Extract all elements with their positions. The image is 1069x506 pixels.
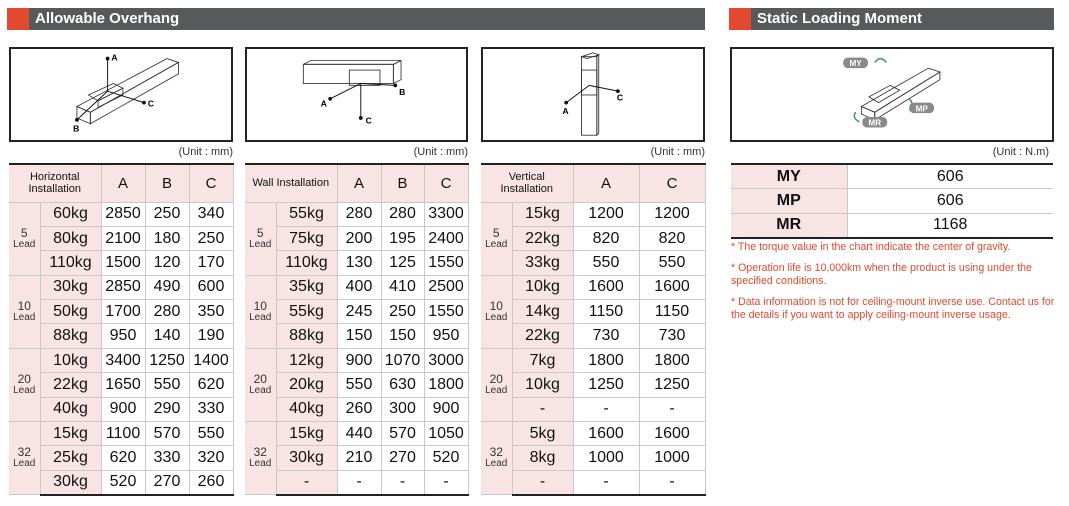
col-header: C xyxy=(189,164,233,202)
value-cell: 2500 xyxy=(424,275,468,299)
lead-value: 20 xyxy=(253,371,267,386)
table-row xyxy=(9,275,233,299)
value-cell: 2850 xyxy=(101,275,145,299)
load-cell: 15kg xyxy=(276,422,337,446)
note: * Data information is not for ceiling-mount inverse use. Contact us for the details if you want to apply ceiling-mount inverse usage. xyxy=(731,296,1055,321)
value-cell: 490 xyxy=(145,275,189,299)
load-cell: 35kg xyxy=(276,275,337,299)
lead-value: 10 xyxy=(253,298,267,313)
table-row xyxy=(481,446,705,470)
load-cell: 110kg xyxy=(276,251,337,275)
table-row xyxy=(9,226,233,250)
value-cell: 1050 xyxy=(424,422,468,446)
lead-value: 32 xyxy=(489,445,503,460)
value-cell: 1600 xyxy=(573,275,639,299)
table-row xyxy=(481,397,705,421)
value-cell: 570 xyxy=(145,422,189,446)
value-cell: 1250 xyxy=(145,348,189,372)
value-cell: 1150 xyxy=(573,300,639,324)
table-row xyxy=(245,348,468,372)
unit-label-vertical: (Unit : mm) xyxy=(650,146,705,158)
moment-header xyxy=(729,8,1054,30)
load-cell: 14kg xyxy=(512,300,573,324)
value-cell: 1250 xyxy=(639,373,705,397)
wall-diagram xyxy=(245,47,468,142)
value-cell: 330 xyxy=(189,397,233,421)
value-cell: 125 xyxy=(381,251,424,275)
lead-word: Lead xyxy=(249,458,272,470)
value-cell: 1400 xyxy=(189,348,233,372)
mp-icon-label: MP xyxy=(915,104,928,114)
load-cell: 15kg xyxy=(512,202,573,226)
col-header: A xyxy=(337,164,381,202)
load-cell: 80kg xyxy=(40,226,101,250)
value-cell: 1550 xyxy=(424,300,468,324)
lead-word: Lead xyxy=(13,384,36,396)
moment-value: 1168 xyxy=(847,213,1053,238)
header-accent xyxy=(729,8,751,30)
label-a: A xyxy=(320,98,327,109)
value-cell: 270 xyxy=(145,470,189,494)
value-cell: 3300 xyxy=(424,202,468,226)
value-cell: 1550 xyxy=(424,251,468,275)
lead-word: Lead xyxy=(249,311,272,323)
moment-diagram xyxy=(730,47,1054,142)
lead-value: 10 xyxy=(17,298,31,313)
load-cell: 7kg xyxy=(512,348,573,372)
lead-word: Lead xyxy=(485,384,508,396)
table-row xyxy=(481,226,705,250)
table-row xyxy=(481,300,705,324)
value-cell: 250 xyxy=(145,202,189,226)
table-row xyxy=(481,324,705,348)
load-cell: 5kg xyxy=(512,422,573,446)
value-cell: 250 xyxy=(381,300,424,324)
value-cell: 820 xyxy=(573,226,639,250)
lead-cell xyxy=(9,348,40,421)
value-cell: 1600 xyxy=(639,422,705,446)
col-header: A xyxy=(573,164,639,202)
value-cell: 550 xyxy=(189,422,233,446)
value-cell: 330 xyxy=(145,446,189,470)
table-row xyxy=(481,422,705,446)
lead-cell xyxy=(245,275,276,348)
load-cell: 75kg xyxy=(276,226,337,250)
value-cell: 620 xyxy=(101,446,145,470)
load-cell: 55kg xyxy=(276,202,337,226)
table-row xyxy=(9,470,233,494)
lead-cell xyxy=(9,202,40,275)
value-cell: 350 xyxy=(189,300,233,324)
value-cell: 1600 xyxy=(573,422,639,446)
lead-cell xyxy=(245,348,276,421)
table-row xyxy=(481,470,705,494)
value-cell: 440 xyxy=(337,422,381,446)
lead-word: Lead xyxy=(13,458,36,470)
label-c: C xyxy=(616,92,624,103)
moment-actuator-drawing xyxy=(732,49,1052,140)
label-b: B xyxy=(399,86,406,97)
notes xyxy=(731,241,1066,330)
value-cell: 280 xyxy=(145,300,189,324)
value-cell: 250 xyxy=(189,226,233,250)
value-cell: 150 xyxy=(337,324,381,348)
value-cell: 520 xyxy=(424,446,468,470)
value-cell: 140 xyxy=(145,324,189,348)
value-cell: 570 xyxy=(381,422,424,446)
lead-cell xyxy=(481,275,512,348)
table-row xyxy=(245,300,468,324)
table-row xyxy=(245,397,468,421)
lead-word: Lead xyxy=(485,458,508,470)
value-cell: 1150 xyxy=(639,300,705,324)
table-row xyxy=(9,446,233,470)
horizontal-diagram xyxy=(9,47,233,142)
value-cell: 245 xyxy=(337,300,381,324)
value-cell: 1700 xyxy=(101,300,145,324)
value-cell: 630 xyxy=(381,373,424,397)
wall-table xyxy=(245,163,469,496)
lead-value: 20 xyxy=(17,371,31,386)
load-cell: 33kg xyxy=(512,251,573,275)
value-cell: 2100 xyxy=(101,226,145,250)
value-cell: 1070 xyxy=(381,348,424,372)
value-cell: 1000 xyxy=(639,446,705,470)
load-cell: 110kg xyxy=(40,251,101,275)
installation-header: Horizontal Installation xyxy=(9,164,101,202)
note: * Operation life is 10,000km when the product is using under the specified conditions. xyxy=(731,262,1032,287)
table-row xyxy=(9,422,233,446)
lead-word: Lead xyxy=(485,311,508,323)
lead-cell xyxy=(245,422,276,495)
lead-value: 10 xyxy=(489,298,503,313)
value-cell: 200 xyxy=(337,226,381,250)
lead-word: Lead xyxy=(249,384,272,396)
load-cell: 30kg xyxy=(40,275,101,299)
installation-header: Vertical Installation xyxy=(481,164,573,202)
table-row xyxy=(245,202,468,226)
load-cell: 10kg xyxy=(512,275,573,299)
header-accent xyxy=(7,8,29,30)
lead-cell xyxy=(481,202,512,275)
value-cell: 170 xyxy=(189,251,233,275)
value-cell: 3400 xyxy=(101,348,145,372)
col-header: B xyxy=(381,164,424,202)
label-a: A xyxy=(111,52,118,63)
lead-value: 32 xyxy=(253,445,267,460)
load-cell: 40kg xyxy=(276,397,337,421)
value-cell: 1000 xyxy=(573,446,639,470)
value-cell: 270 xyxy=(381,446,424,470)
label-c: C xyxy=(365,115,372,126)
table-row xyxy=(9,324,233,348)
load-cell: 40kg xyxy=(40,397,101,421)
value-cell: 1800 xyxy=(639,348,705,372)
value-cell: 1200 xyxy=(639,202,705,226)
value-cell: 300 xyxy=(381,397,424,421)
table-row xyxy=(481,251,705,275)
table-header-row xyxy=(481,164,705,202)
value-cell: 260 xyxy=(337,397,381,421)
value-cell: 1100 xyxy=(101,422,145,446)
installation-header: Wall Installation xyxy=(245,164,337,202)
value-cell: 1650 xyxy=(101,373,145,397)
load-cell: 8kg xyxy=(512,446,573,470)
value-cell: 2400 xyxy=(424,226,468,250)
value-cell: - xyxy=(337,470,381,494)
overhang-header xyxy=(7,8,705,30)
load-cell: 20kg xyxy=(276,373,337,397)
load-cell: 10kg xyxy=(512,373,573,397)
value-cell: 280 xyxy=(337,202,381,226)
table-row xyxy=(731,213,1053,238)
value-cell: 620 xyxy=(189,373,233,397)
col-header: B xyxy=(145,164,189,202)
unit-label-horizontal: (Unit : mm) xyxy=(178,146,233,158)
table-row xyxy=(245,422,468,446)
value-cell: 180 xyxy=(145,226,189,250)
load-cell: 60kg xyxy=(40,202,101,226)
lead-word: Lead xyxy=(13,238,36,250)
load-cell: 30kg xyxy=(40,470,101,494)
value-cell: 1800 xyxy=(573,348,639,372)
value-cell: 410 xyxy=(381,275,424,299)
table-header-row xyxy=(9,164,233,202)
table-row xyxy=(9,348,233,372)
table-row xyxy=(245,446,468,470)
lead-word: Lead xyxy=(13,311,36,323)
table-row xyxy=(481,348,705,372)
table-row xyxy=(731,189,1053,214)
label-c: C xyxy=(147,98,155,109)
my-icon-label: MY xyxy=(849,59,862,69)
table-row xyxy=(9,251,233,275)
value-cell: 190 xyxy=(189,324,233,348)
value-cell: 120 xyxy=(145,251,189,275)
value-cell: - xyxy=(639,397,705,421)
value-cell: - xyxy=(381,470,424,494)
value-cell: 1600 xyxy=(639,275,705,299)
wall-actuator-drawing xyxy=(247,49,466,140)
value-cell: 900 xyxy=(337,348,381,372)
lead-word: Lead xyxy=(485,238,508,250)
value-cell: 520 xyxy=(101,470,145,494)
table-row xyxy=(245,251,468,275)
load-cell: 25kg xyxy=(40,446,101,470)
lead-value: 5 xyxy=(20,225,28,240)
table-row xyxy=(731,164,1053,189)
value-cell: 2850 xyxy=(101,202,145,226)
load-cell: - xyxy=(512,397,573,421)
value-cell: 400 xyxy=(337,275,381,299)
load-cell: 22kg xyxy=(512,226,573,250)
unit-label-wall: (Unit : mm) xyxy=(413,146,468,158)
value-cell: 820 xyxy=(639,226,705,250)
table-row xyxy=(245,373,468,397)
value-cell: 150 xyxy=(381,324,424,348)
value-cell: 900 xyxy=(101,397,145,421)
table-header-row xyxy=(245,164,468,202)
table-row xyxy=(481,373,705,397)
col-header: C xyxy=(639,164,705,202)
value-cell: 290 xyxy=(145,397,189,421)
lead-value: 5 xyxy=(492,225,500,240)
value-cell: 210 xyxy=(337,446,381,470)
lead-word: Lead xyxy=(249,238,272,250)
value-cell: 195 xyxy=(381,226,424,250)
moment-value: 606 xyxy=(847,164,1053,189)
load-cell: - xyxy=(276,470,337,494)
lead-cell xyxy=(9,275,40,348)
table-row xyxy=(245,324,468,348)
table-row xyxy=(9,202,233,226)
value-cell: 730 xyxy=(639,324,705,348)
value-cell: - xyxy=(573,397,639,421)
load-cell: 22kg xyxy=(40,373,101,397)
unit-label-moment: (Unit : N.m) xyxy=(992,146,1049,158)
lead-cell xyxy=(245,202,276,275)
moment-key: MR xyxy=(731,213,847,238)
table-row xyxy=(9,300,233,324)
load-cell: 55kg xyxy=(276,300,337,324)
moment-key: MY xyxy=(731,164,847,189)
load-cell: 30kg xyxy=(276,446,337,470)
value-cell: 550 xyxy=(639,251,705,275)
value-cell: 550 xyxy=(145,373,189,397)
label-a: A xyxy=(562,106,569,117)
col-header: C xyxy=(424,164,468,202)
lead-value: 20 xyxy=(489,371,503,386)
moment-key: MP xyxy=(731,189,847,214)
value-cell: 1250 xyxy=(573,373,639,397)
lead-value: 32 xyxy=(17,445,31,460)
lead-cell xyxy=(9,422,40,495)
table-row xyxy=(481,202,705,226)
table-row xyxy=(481,275,705,299)
value-cell: - xyxy=(573,470,639,494)
value-cell: 550 xyxy=(573,251,639,275)
value-cell: 1500 xyxy=(101,251,145,275)
value-cell: 950 xyxy=(424,324,468,348)
col-header: A xyxy=(101,164,145,202)
load-cell: 10kg xyxy=(40,348,101,372)
table-row xyxy=(9,373,233,397)
value-cell: 600 xyxy=(189,275,233,299)
vertical-diagram xyxy=(481,47,705,142)
vertical-table xyxy=(481,163,706,496)
value-cell: 1200 xyxy=(573,202,639,226)
value-cell: 260 xyxy=(189,470,233,494)
moment-value: 606 xyxy=(847,189,1053,214)
value-cell: - xyxy=(424,470,468,494)
table-row xyxy=(245,226,468,250)
horizontal-actuator-drawing xyxy=(11,49,231,140)
value-cell: 130 xyxy=(337,251,381,275)
vertical-actuator-drawing xyxy=(483,49,703,140)
overhang-title: Allowable Overhang xyxy=(35,10,180,27)
table-row xyxy=(245,470,468,494)
lead-cell xyxy=(481,422,512,495)
value-cell: 1800 xyxy=(424,373,468,397)
value-cell: 340 xyxy=(189,202,233,226)
moment-table xyxy=(731,163,1053,239)
value-cell: 950 xyxy=(101,324,145,348)
value-cell: 3000 xyxy=(424,348,468,372)
mr-icon-label: MR xyxy=(868,118,882,128)
moment-title: Static Loading Moment xyxy=(757,10,922,27)
load-cell: 88kg xyxy=(276,324,337,348)
label-b: B xyxy=(73,123,80,134)
note: * The torque value in the chart indicate the center of gravity. xyxy=(731,241,1011,253)
load-cell: 88kg xyxy=(40,324,101,348)
load-cell: 15kg xyxy=(40,422,101,446)
value-cell: 900 xyxy=(424,397,468,421)
load-cell: 50kg xyxy=(40,300,101,324)
value-cell: 320 xyxy=(189,446,233,470)
value-cell: - xyxy=(639,470,705,494)
value-cell: 550 xyxy=(337,373,381,397)
table-row xyxy=(9,397,233,421)
table-row xyxy=(245,275,468,299)
load-cell: 22kg xyxy=(512,324,573,348)
value-cell: 280 xyxy=(381,202,424,226)
horizontal-table xyxy=(9,163,234,496)
lead-value: 5 xyxy=(256,225,264,240)
load-cell: 12kg xyxy=(276,348,337,372)
lead-cell xyxy=(481,348,512,421)
load-cell: - xyxy=(512,470,573,494)
value-cell: 730 xyxy=(573,324,639,348)
